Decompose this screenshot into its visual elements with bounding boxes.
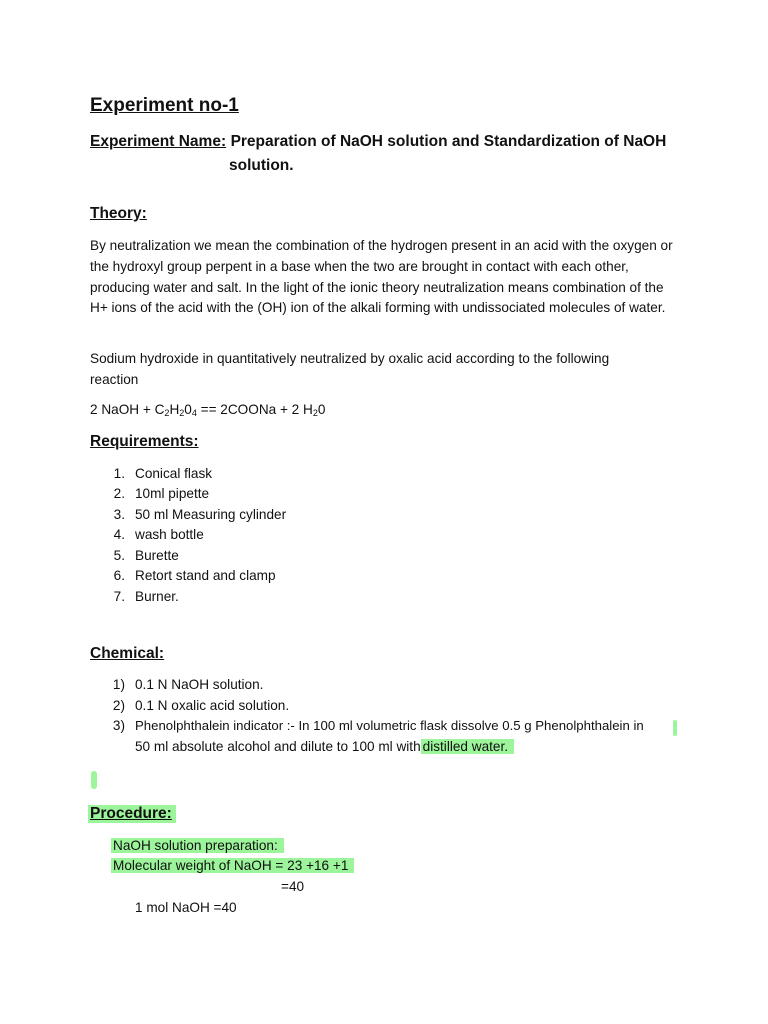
- experiment-name: [90, 133, 690, 151]
- list-text: Burner.: [135, 589, 179, 604]
- list-number: 1): [112, 677, 125, 692]
- theory-heading: Theory:: [90, 205, 147, 222]
- procedure-heading: Procedure:: [88, 805, 176, 823]
- list-text: 50 ml Measuring cylinder: [135, 507, 287, 522]
- equation-part: 0: [317, 402, 326, 417]
- chemical-3-line2: [135, 739, 514, 754]
- list-number: 4.: [113, 527, 125, 542]
- document-title: Experiment no-1: [90, 95, 239, 116]
- list-number: 5.: [113, 548, 125, 563]
- list-number: 1.: [113, 466, 125, 481]
- equation-subscript: 4: [191, 408, 197, 418]
- list-number: 3.: [113, 507, 125, 522]
- list-text: Phenolphthalein indicator :- In 100 ml volumetric flask dissolve 0.5 g Phenolphthalein in: [135, 718, 644, 733]
- list-text: 0.1 N oxalic acid solution.: [135, 698, 290, 713]
- equation-subscript: 2: [164, 408, 170, 418]
- equation-subscript: 2: [179, 408, 185, 418]
- list-number: 2): [112, 698, 125, 713]
- procedure-line-4: 1 mol NaOH =40: [135, 900, 237, 915]
- experiment-name-line1: Preparation of NaOH solution and Standardization of NaOH: [230, 133, 667, 150]
- procedure-line-1: NaOH solution preparation:: [111, 838, 284, 853]
- equation-part: H: [169, 402, 180, 417]
- theory-paragraph-2: Sodium hydroxide in quantitatively neutralized by oxalic acid according to the following reaction: [90, 351, 610, 387]
- list-text: Burette: [135, 548, 179, 563]
- list-number: 2.: [113, 486, 125, 501]
- chemical-heading: Chemical:: [90, 645, 165, 662]
- equation-part: 0: [184, 402, 192, 417]
- list-text: 0.1 N NaOH solution.: [135, 677, 264, 692]
- reaction-equation: [90, 400, 325, 424]
- list-number: 3): [112, 718, 125, 733]
- theory-paragraph-1: By neutralization we mean the combination of the hydrogen present in an acid with the oxygen or the hydroxyl group perpent in a base when the two are brought in contact with each other, producing water and salt. In the light of the ionic theory neutralization means combination of the H+ ions of the acid with the (OH) ion of the alkali forming with undissociated molecules of water.: [90, 238, 673, 316]
- highlight-mark: [673, 720, 677, 736]
- highlighted-text: distilled water.: [421, 739, 514, 754]
- equation-part: 2 NaOH + C: [90, 402, 165, 417]
- experiment-name-label: Experiment Name:: [90, 133, 227, 150]
- list-text: Conical flask: [135, 466, 213, 481]
- chemical-3-line2-text: 50 ml absolute alcohol and dilute to 100 ml with: [135, 739, 421, 754]
- procedure-line-3: =40: [281, 879, 305, 894]
- requirements-heading: Requirements:: [90, 433, 199, 450]
- list-number: 6.: [113, 568, 125, 583]
- list-text: wash bottle: [135, 527, 204, 542]
- experiment-name-line2: solution.: [229, 157, 294, 174]
- list-number: 7.: [113, 589, 125, 604]
- procedure-line-2: Molecular weight of NaOH = 23 +16 +1: [111, 858, 354, 873]
- equation-part: == 2COONa + 2 H: [196, 402, 313, 417]
- equation-subscript: 2: [312, 408, 318, 418]
- list-text: 10ml pipette: [135, 486, 210, 501]
- list-text: Retort stand and clamp: [135, 568, 276, 583]
- highlight-mark: [91, 771, 97, 789]
